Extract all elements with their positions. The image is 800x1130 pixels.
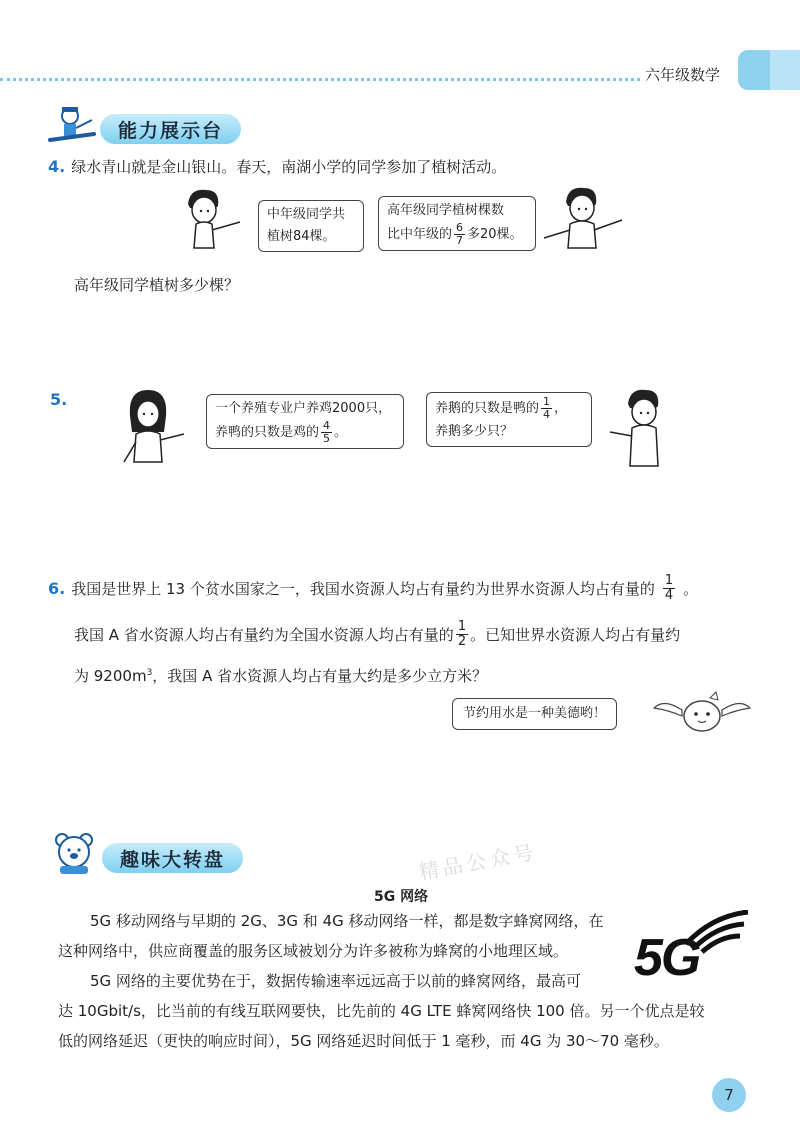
- article-title: 5G 网络: [374, 889, 429, 905]
- corner-tab-edge: [770, 50, 800, 90]
- q5-bubble-right-post: ，: [554, 401, 568, 416]
- q6-line1-frac-denominator: 4: [664, 588, 674, 603]
- boy-figure-q5: [606, 386, 676, 476]
- q6-line3: [74, 662, 487, 687]
- q6-line1-post: 。: [683, 579, 699, 598]
- q5-bubble-right-pre: 养鹅的只数是鸭的: [435, 401, 540, 416]
- section2-banner: [102, 843, 243, 873]
- q6-line2-fraction: [456, 620, 468, 649]
- q6-line2-post: 。已知世界水资源人均占有量约: [470, 625, 681, 644]
- q5-bubble-right-line2: 养鹅多少只？: [435, 424, 514, 439]
- q6-line2-frac-numerator: 1: [457, 619, 467, 634]
- winged-mascot-icon: [652, 688, 752, 742]
- q6-line3-pre: 为 9200m: [74, 667, 147, 685]
- article-p2-line1: 5G 网络的主要优势在于，数据传输速率远远高于以前的蜂窝网络，最高可: [90, 972, 581, 990]
- q6-line1-fraction: [663, 574, 675, 603]
- q5-bubble-left-line1: 一个养殖专业户养鸡2000只，: [215, 401, 392, 416]
- 5g-logo-text: 5G: [634, 929, 700, 987]
- q5-right-frac-denominator: 4: [543, 408, 551, 421]
- grade-label: 六年级数学: [645, 66, 721, 84]
- q4-bubble-right-line1: 高年级同学植树棵数: [387, 203, 505, 218]
- q5-bubble-right-line1: [435, 396, 583, 421]
- article-p1-line1: 5G 移动网络与早期的 2G、3G 和 4G 移动网络一样，都是数字蜂窝网络，在: [90, 912, 604, 930]
- boy-figure-right: [540, 184, 630, 258]
- q5-bubble-left: [206, 394, 404, 449]
- girl-figure: [118, 386, 190, 474]
- section1-mascot-icon: [48, 104, 100, 152]
- q4-bubble-left-line1: 中年级同学共: [267, 207, 346, 222]
- q4-question: 高年级同学植树多少棵？: [74, 276, 240, 294]
- q6-line2: [74, 620, 680, 649]
- q6-bubble-text: 节约用水是一种美德哟！: [463, 706, 607, 721]
- q4-bubble-right-post: 多20棵。: [467, 227, 523, 242]
- q4-number: 4.: [48, 157, 66, 176]
- q5-fraction-left: [321, 420, 332, 445]
- article-p2-line2: 达 10Gbit/s，比当前的有线互联网要快，比先前的 4G LTE 蜂窝网络快 100 倍。另一个优点是较: [58, 1002, 705, 1020]
- q6-line1: [48, 574, 698, 603]
- q6-line1-text: 我国是世界上 13 个贫水国家之一，我国水资源人均占有量约为世界水资源人均占有量的: [71, 579, 655, 598]
- section1-title: 能力展示台: [118, 119, 224, 142]
- section1-banner: [100, 114, 241, 144]
- q5-bubble-left-post: 。: [334, 425, 348, 440]
- q4-bubble-left: [258, 200, 364, 252]
- q6-line3-post: ，我国 A 省水资源人均占有量大约是多少立方米？: [152, 667, 488, 685]
- q5-left-frac-denominator: 5: [323, 432, 331, 445]
- q5-left-frac-numerator: 4: [323, 419, 331, 432]
- q6-line3-superscript: 3: [146, 668, 153, 678]
- section2-title: 趣味大转盘: [120, 848, 226, 871]
- q4-fraction: [454, 222, 465, 247]
- watermark: 精品公众号: [417, 839, 540, 885]
- q4-frac-denominator: 7: [456, 234, 464, 247]
- article-p1-line2: 这种网络中，供应商覆盖的服务区域被划分为许多被称为蜂窝的小地理区域。: [58, 942, 569, 960]
- q4-bubble-right-pre: 比中年级的: [387, 227, 453, 242]
- q4-frac-numerator: 6: [456, 221, 464, 234]
- q4-bubble-right-line2: [387, 222, 527, 247]
- 5g-logo: [632, 910, 750, 988]
- q6-number: 6.: [48, 579, 66, 598]
- q5-fraction-right: [541, 396, 552, 421]
- q5-number: 5.: [50, 390, 68, 409]
- q5-bubble-right: [426, 392, 592, 447]
- q4-line: [48, 156, 506, 178]
- section2-bear-icon: [52, 830, 98, 880]
- q6-line2-text: 我国 A 省水资源人均占有量约为全国水资源人均占有量的: [74, 625, 454, 644]
- q5-right-frac-numerator: 1: [543, 395, 551, 408]
- page-number: 7: [712, 1078, 746, 1112]
- q4-bubble-left-line2: 植树84棵。: [267, 229, 336, 244]
- header-dotted-line: [0, 78, 640, 81]
- article-p2-line3: 低的网络延迟（更快的响应时间），5G 网络延迟时间低于 1 毫秒，而 4G 为 30～70 毫秒。: [58, 1032, 669, 1050]
- q5-bubble-left-line2: [215, 420, 395, 445]
- q4-bubble-right: [378, 196, 536, 251]
- q6-line1-frac-numerator: 1: [664, 573, 674, 588]
- q6-line2-frac-denominator: 2: [457, 634, 467, 649]
- q6-bubble: [452, 698, 617, 730]
- boy-figure-left: [180, 186, 250, 260]
- q4-text: 绿水青山就是金山银山。春天，南湖小学的同学参加了植树活动。: [71, 158, 507, 176]
- q5-bubble-left-pre: 养鸭的只数是鸡的: [215, 425, 320, 440]
